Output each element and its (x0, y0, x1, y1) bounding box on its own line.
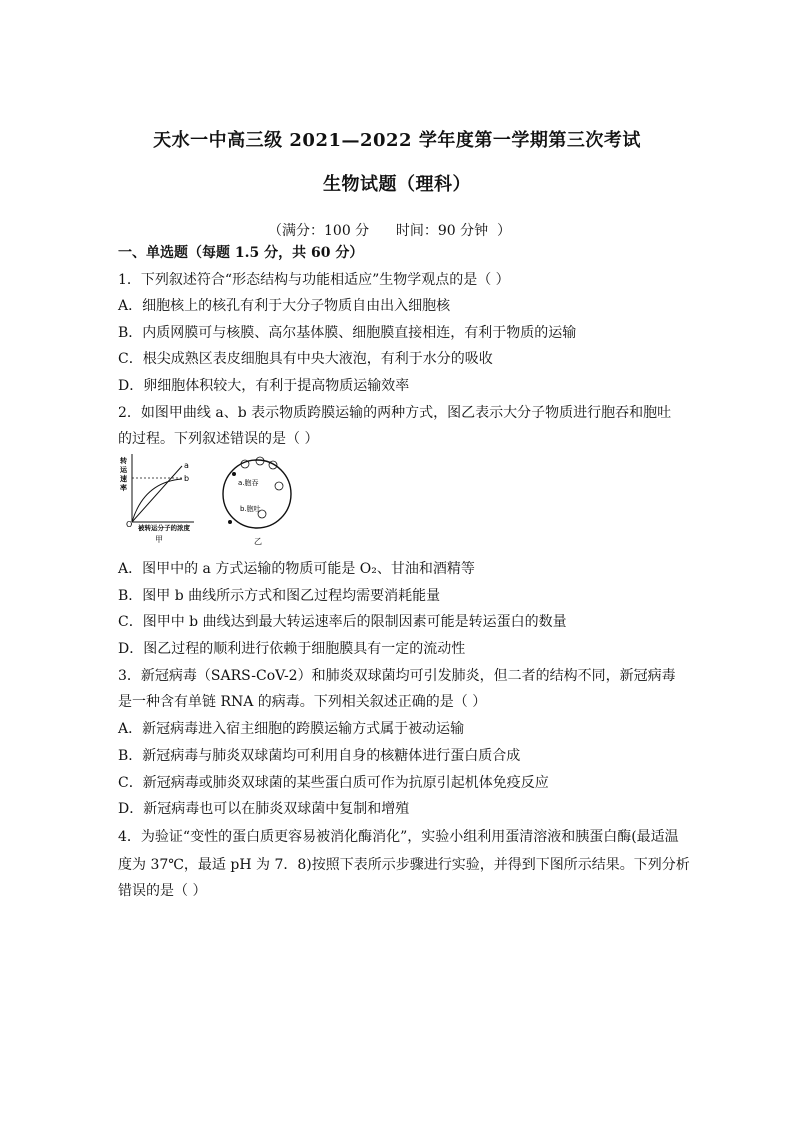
curve-a (132, 466, 182, 522)
q3-option-c: C．新冠病毒或肺炎双球菌的某些蛋白质可作为抗原引起机体免疫反应 (118, 775, 549, 791)
q2-stem-line2: 的过程。下列叙述错误的是（ ） (118, 431, 319, 447)
q3-stem-line2: 是一种含有单链 RNA 的病毒。下列相关叙述正确的是（ ） (118, 694, 487, 710)
curve-a-label: a (184, 461, 189, 470)
particle-top (232, 472, 236, 476)
q2-option-b: B．图甲 b 曲线所示方式和图乙过程均需要消耗能量 (118, 588, 441, 604)
q1-option-c: C．根尖成熟区表皮细胞具有中央大液泡，有利于水分的吸收 (118, 351, 493, 367)
origin-label: O (126, 520, 133, 529)
q3-option-a: A．新冠病毒进入宿主细胞的跨膜运输方式属于被动运输 (118, 721, 465, 737)
y-label-char1: 转 (120, 457, 127, 465)
q2-option-d: D．图乙过程的顺利进行依赖于细胞膜具有一定的流动性 (118, 641, 466, 657)
y-label-char4: 率 (120, 484, 127, 492)
curve-b (132, 479, 182, 522)
exam-subtitle: 生物试题（理科） (323, 174, 471, 195)
q1-option-d: D．卵细胞体积较大，有利于提高物质运输效率 (118, 378, 410, 394)
exam-title: 天水一中高三级 2021—2022 学年度第一学期第三次考试 (153, 130, 641, 151)
q4-stem-line2: 度为 37℃，最适 pH 为 7．8)按照下表所示步骤进行实验，并得到下图所示结果。下列分析 (118, 857, 690, 873)
y-label-char3: 速 (120, 475, 127, 483)
exocytosis-label: b.胞吐 (240, 505, 261, 513)
q4-stem-line3: 错误的是（ ） (118, 883, 207, 899)
q4-stem-line1: 4．为验证“变性的蛋白质更容易被消化酶消化”，实验小组利用蛋清溶液和胰蛋白酶(最适温 (118, 829, 679, 845)
x-axis-label: 被转运分子的浓度 (138, 524, 190, 532)
q2-option-c: C．图甲中 b 曲线达到最大转运速率后的限制因素可能是转运蛋白的数量 (118, 614, 567, 630)
endocytosis-label: a.胞吞 (238, 479, 259, 487)
q1-option-a: A．细胞核上的核孔有利于大分子物质自由出入细胞核 (118, 298, 451, 314)
exam-meta: （满分：100 分 时间：90 分钟 ） (268, 223, 512, 239)
q3-option-b: B．新冠病毒与肺炎双球菌均可利用自身的核糖体进行蛋白质合成 (118, 748, 521, 764)
caption-jia: 甲 (155, 535, 163, 544)
caption-yi: 乙 (254, 537, 262, 546)
q1-stem: 1．下列叙述符合“形态结构与功能相适应”生物学观点的是（ ） (118, 272, 510, 288)
q2-stem-line1: 2．如图甲曲线 a、b 表示物质跨膜运输的两种方式，图乙表示大分子物质进行胞吞和胞吐 (118, 405, 672, 421)
section-heading: 一、单选题（每题 1.5 分，共 60 分） (118, 245, 364, 261)
q2-option-a: A．图甲中的 a 方式运输的物质可能是 O₂、甘油和酒精等 (118, 561, 475, 577)
curve-b-label: b (184, 474, 190, 483)
vesicle-right (275, 482, 283, 490)
q3-stem-line1: 3．新冠病毒（SARS-CoV-2）和肺炎双球菌均可引发肺炎，但二者的结构不同，新冠病毒 (118, 668, 676, 684)
y-label-char2: 运 (120, 466, 127, 474)
graph-jia (120, 454, 194, 544)
q3-option-d: D．新冠病毒也可以在肺炎双球菌中复制和增殖 (118, 801, 410, 817)
particle-bottom (228, 520, 232, 524)
q1-option-b: B．内质网膜可与核膜、高尔基体膜、细胞膜直接相连，有利于物质的运输 (118, 325, 577, 341)
diagram-yi (223, 457, 291, 546)
q2-figure (112, 452, 302, 552)
cell-membrane (223, 460, 291, 528)
